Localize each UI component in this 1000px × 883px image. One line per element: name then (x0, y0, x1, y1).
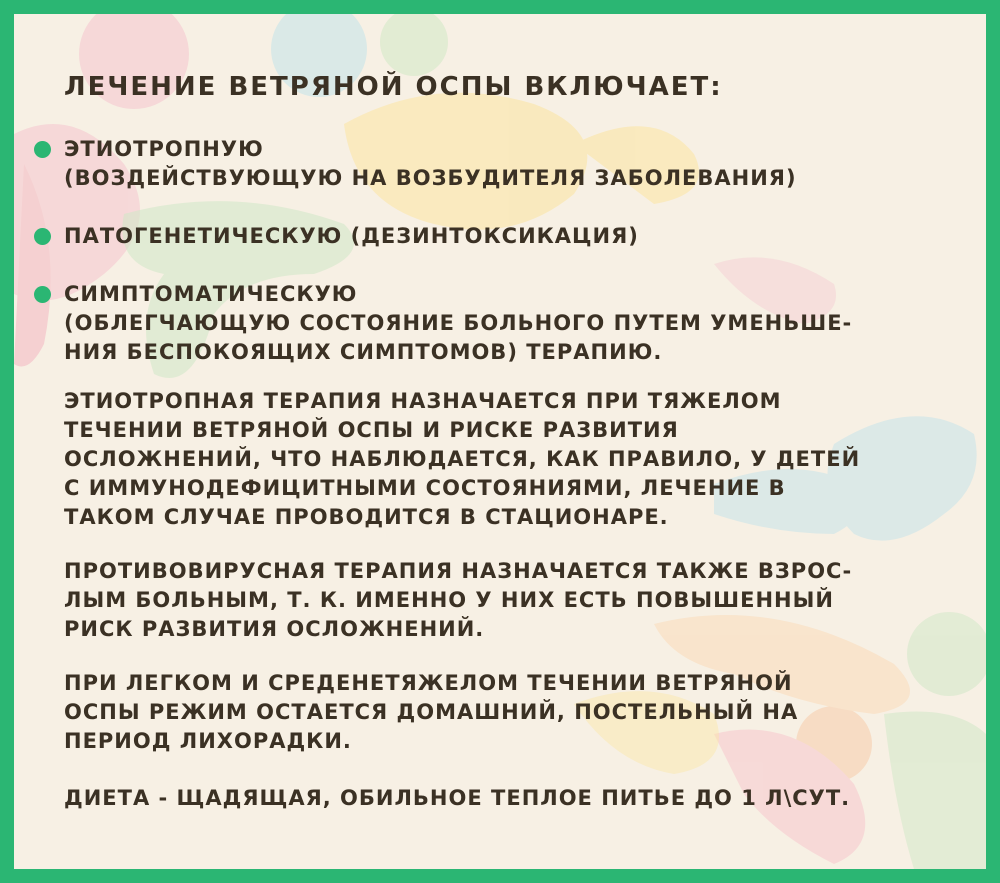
paragraph-regimen (64, 669, 798, 756)
paragraph-line: ПРОТИВОВИРУСНАЯ ТЕРАПИЯ НАЗНАЧАЕТСЯ ТАКЖЕ ВЗРОС- (64, 559, 853, 583)
paragraph-line: ОСЛОЖНЕНИЙ, ЧТО НАБЛЮДАЕТСЯ, КАК ПРАВИЛО, У ДЕТЕЙ (64, 447, 861, 471)
list-item-line: НИЯ БЕСПОКОЯЩИХ СИМПТОМОВ) ТЕРАПИЮ. (64, 340, 663, 364)
paragraph-line: ПРИ ЛЕГКОМ И СРЕДЕНЕТЯЖЕЛОМ ТЕЧЕНИИ ВЕТРЯНОЙ (64, 671, 793, 695)
paragraph-diet (64, 784, 850, 813)
paragraph-line: С ИММУНОДЕФИЦИТНЫМИ СОСТОЯНИЯМИ, ЛЕЧЕНИЕ В (64, 476, 786, 500)
paragraph-line: ДИЕТА - ЩАДЯЩАЯ, ОБИЛЬНОЕ ТЕПЛОЕ ПИТЬЕ ДО 1 Л\СУТ. (64, 786, 851, 810)
paragraph-antiviral (64, 557, 852, 644)
list-item-line: СИМПТОМАТИЧЕСКУЮ (64, 282, 358, 306)
page-title: ЛЕЧЕНИЕ ВЕТРЯНОЙ ОСПЫ ВКЛЮЧАЕТ: (64, 72, 723, 102)
list-item (64, 135, 797, 193)
paragraph-line: ЛЫМ БОЛЬНЫМ, Т. К. ИМЕННО У НИХ ЕСТЬ ПОВЫШЕННЫЙ (64, 588, 834, 612)
paragraph-line: ТЕЧЕНИИ ВЕТРЯНОЙ ОСПЫ И РИСКЕ РАЗВИТИЯ (64, 418, 679, 442)
bullet-dot-icon (34, 141, 51, 158)
content-area (14, 14, 986, 869)
list-item-line: ЭТИОТРОПНУЮ (64, 137, 264, 161)
bullet-dot-icon (34, 286, 51, 303)
list-item-line: (ВОЗДЕЙСТВУЮЩУЮ НА ВОЗБУДИТЕЛЯ ЗАБОЛЕВАНИЯ) (64, 166, 797, 190)
list-item-line: (ОБЛЕГЧАЮЩУЮ СОСТОЯНИЕ БОЛЬНОГО ПУТЕМ УМЕНЬШЕ- (64, 311, 853, 335)
paragraph-line: ПЕРИОД ЛИХОРАДКИ. (64, 729, 352, 753)
list-item-line: ПАТОГЕНЕТИЧЕСКУЮ (ДЕЗИНТОКСИКАЦИЯ) (64, 224, 639, 248)
paragraph-line: ОСПЫ РЕЖИМ ОСТАЕТСЯ ДОМАШНИЙ, ПОСТЕЛЬНЫЙ НА (64, 700, 799, 724)
paragraph-line: РИСК РАЗВИТИЯ ОСЛОЖНЕНИЙ. (64, 617, 485, 641)
paragraph-line: ЭТИОТРОПНАЯ ТЕРАПИЯ НАЗНАЧАЕТСЯ ПРИ ТЯЖЕЛОМ (64, 389, 782, 413)
list-item (64, 222, 639, 251)
paragraph-etiotropic (64, 387, 860, 532)
paragraph-line: ТАКОМ СЛУЧАЕ ПРОВОДИТСЯ В СТАЦИОНАРЕ. (64, 505, 669, 529)
bullet-dot-icon (34, 228, 51, 245)
list-item (64, 280, 852, 367)
